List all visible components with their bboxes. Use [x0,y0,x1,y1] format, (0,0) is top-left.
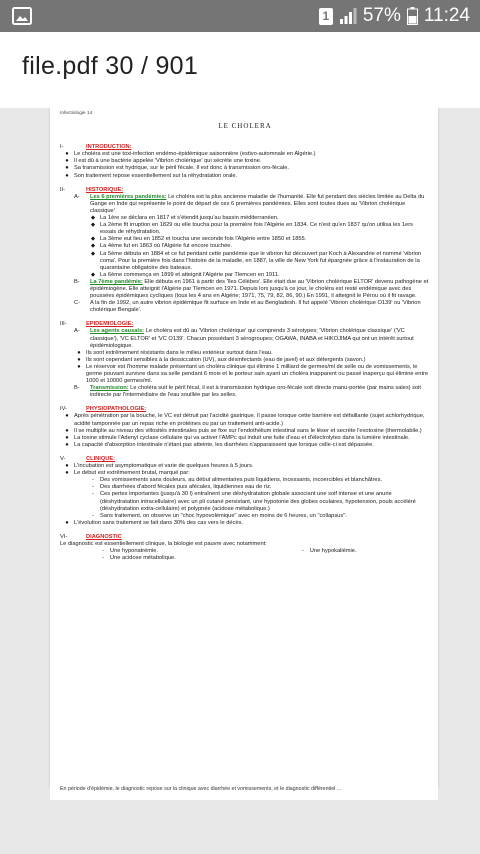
list-item: Après pénétration par la bouche, le VC est détruit par l'acidité gastrique. Il passe lorsque cette barrière est défaillante (sujet achlorhydrique, acidité tamponnée par un repas riche en protéines ou par un traitement anti-acide.) [74,413,425,427]
section-number: III- [60,321,67,328]
subsection-label: B- [74,385,80,392]
subsection-heading: La 7ème pandémie: [90,278,143,285]
list-item: La capacité d'absorption intestinale n'étant pas atteinte, les diarrhées n'apparaissent que lorsque celle-ci est dépassée. [74,441,374,448]
list-item: L'incubation est asymptomatique et varie de quelques heures à 5 jours. [74,463,254,470]
list-item: Le réservoir est l'homme malade présentant un choléra clinique qui élimine 1 milliard de germes/ml de selle ou de vomissements, le germe pouvant survivre dans sa selle pendant 6 mois et le porteur sain ayant un choléra inapparent ou passé inaperçu qui élimine entre 1000 et 10000 germes/ml. [86,363,429,385]
subsection-heading: Les agents causals: [90,328,145,335]
list-item: La 1ère se déclara en 1817 et s'étendit jusqu'au bassin méditerranéen. [100,215,279,222]
list-item: Une acidose métabolique. [110,555,176,562]
section-epidemiologie: III- EPIDEMIOLOGIE: A- Les agents causals: Le choléra est dû au 'Vibrion cholérique' qui comprends 3 sérotypes; 'Vibrion cholérique classique' ('VC classique'), 'VC ELTOR' et 'VC O139'. Chacun possédant 3 sérogroupes; OGAWA, INABA et HIKOJIMA qui ont un intérêt surtout épidémiologique. ● Ils sont extrêmement résistants dans le milieu extérieur surtout dans l'eau. ● Ils sont cependant sensibles à la dessiccation (UV), aux désinfectants (eau de javel) et aux détergents (savon.) ● Le réservoir est l'homme malade présentant un choléra clinique qui élimine 1 milliard de germes/ml de selle ou de vomissements, le germe pouvant survivre dans sa selle pendant 6 mois et le porteur sain ayant un choléra inapparent ou passé inaperçu qui élimine entre 1000 et 10000 germes/ml. B- Transmission: Le choléra suit le péril fécal, il est à transmission hydrique oro-fécale soit directe manu-portée (par mains sales) soit indirecte par l'intermédiaire de l'eau souillée par les selles. [60,321,429,399]
section-number: VI- [60,533,68,540]
running-header: Infectiologie 14 [60,111,93,116]
section-number: I- [60,144,64,151]
list-item: Des diarrhées d'abord fécales puis afécales, liquidiennes eau de riz. [100,484,272,491]
list-item: Le choléra est une toxi-infection endémo-épidémique saisonnière (estivo-automnale en Algérie.) [74,151,316,158]
paragraph: Le diagnostic est essentiellement clinique, la biologie est pauvre avec notamment: [60,540,267,547]
battery-icon [407,7,418,25]
subsection-heading: Transmission: [90,385,129,392]
list-item: Des vomissements sans douleurs, au début alimentaires puis liquidiens, incessants, incoercibles et blanchâtres. [100,477,382,484]
list-item: Le début est extrêmement brutal, marqué par: [74,470,190,477]
section-heading: INTRODUCTION: [86,144,132,151]
list-item: Une hyponatrémie. [110,548,159,555]
list-item: La toxine stimule l'Adenyl cyclase cellulaire qui va activer l'AMPc qui induit une fuite d'eau et d'électrolytes dans la lumière intestinale. [74,434,410,441]
section-heading: CLINIQUE: [86,455,116,462]
list-item: Ils sont cependant sensibles à la dessiccation (UV), aux désinfectants (eau de javel) et aux détergents (savon.) [86,356,366,363]
paragraph: Le choléra est dû au 'Vibrion cholérique' qui comprends 3 sérotypes; 'Vibrion cholérique classique' ('VC classique'), 'VC ELTOR' et 'VC O139'. Chacun possédant 3 sérogroupes; OGAWA, INABA et HIKOJIMA qui ont un intérêt surtout épidémiologique. [90,328,414,349]
subsection-label: A- [74,328,80,335]
list-item: Il est dû à une bactérie appelée 'Vibrion cholérique' qui sécrète une toxine. [74,158,262,165]
list-item: La 6ème commença en 1899 et atteignit l'Algérie par Tlemcen en 1911. [100,271,280,278]
app-bar [0,32,480,108]
list-item: La 5ème débuta en 1884 et ce fut pendant cette pandémie que le vibrion fut découvert par Koch à Alexandrie et nommé 'vibrion coma'. Pour la première fois dans l'histoire de la maladie, en 1887, la ville de New York fut épargnée grâce à l'instauration de la quarantaine obligatoire des bateaux. [100,250,422,271]
list-item: Ces pertes importantes (jusqu'à 30 l) entraînent une déshydratation globale associant une soif intense et une anurie (déshydratation intracellulaire) avec un pli cutané persistant, une hypotonie des globes oculaires, hypotension, pouls accéléré (déshydratation extra-cellulaire) et polypnée (acidose métabolique.) [100,491,416,512]
list-item: Son traitement repose essentiellement sur la réhydratation orale. [74,172,238,179]
sim-icon: 1 [319,8,333,25]
section-number: V- [60,455,66,462]
subsection-label: B- [74,278,80,285]
signal-icon [339,8,357,24]
section-number: II- [60,186,66,193]
clock: 11:24 [423,5,470,26]
next-page-text: En période d'épidémie, le diagnostic repose sur la clinique avec diarrhée et vomissements, et le diagnostic différentiel ... [60,786,342,792]
pdf-viewer[interactable] [0,108,480,854]
list-item: Ils sont extrêmement résistants dans le milieu extérieur surtout dans l'eau. [86,349,273,356]
pdf-next-page[interactable] [50,780,438,800]
page-title: LE CHOLERA [218,122,272,131]
paragraph: Le choléra est la plus ancienne maladie de l'humanité. Elle fut pendant des siècles limitée au Delta du Gange en Inde qui représente le point de départ de ces 6 premières pandémies. Elles sont toutes dues au 'Vibrion cholérique classique' [90,193,425,214]
list-item: La 4ème fut en 1863 où l'Algérie fut encore touchée. [100,243,232,250]
battery-percent: 57% [362,5,401,26]
subsection-label: A- [74,193,80,200]
list-item: La 2ème fit irruption en 1829 ou elle toucha pour la première fois l'Algérie en 1834. Ce n'est qu'en 1837 qu'on utilisa les 1ers essais de réhydratation. [100,222,413,236]
section-physiopathologie: IV- PHYSIOPATHOLOGIE: ● Après pénétration par la bouche, le VC est détruit par l'acidité gastrique. Il passe lorsque cette barrière est défaillante (sujet achlorhydrique, acidité tamponnée par un repas riche en protéines ou par un traitement anti-acide.) ● Il se multiplie au niveau des villosités intestinales puis se fixe sur l'endothélium intestinal sans le léser et secrète l'exotoxine (thermolabile.) ● La toxine stimule l'Adenyl cyclase cellulaire qui va activer l'AMPc qui induit une fuite d'eau et d'électrolytes dans la lumière intestinale. ● La capacité d'absorption intestinale n'étant pas atteinte, les diarrhées n'apparaissent que lorsque celle-ci est dépassée. [60,406,430,449]
section-heading: HISTORIQUE: [86,186,124,193]
list-item: L'évolution sans traitement se fait dans 30% des cas vers le décès. [74,519,243,526]
list-item: Sans traitement, on observe un "choc hypovolémique" avec en moins de 6 heures, un "collapsus". [100,512,347,519]
list-item: La 3ème eut lieu en 1852 et toucha une seconde fois l'Algérie entre 1850 et 1855. [100,236,307,243]
section-historique: II- HISTORIQUE: A- Les 6 premières pandémies: Le choléra est la plus ancienne maladie de l'humanité. Elle fut pendant des siècles limitée au Delta du Gange en Inde qui représente le point de départ de ces 6 premières pandémies. Elles sont toutes dues au 'Vibrion cholérique classique' ◆ La 1ère se déclara en 1817 et s'étendit jusqu'au bassin méditerranéen. ◆ La 2ème fit irruption en 1829 ou elle toucha pour la première fois l'Algérie en 1834. Ce n'est qu'en 1837 qu'on utilisa les 1ers essais de réhydratation. ◆ La 3ème eut lieu en 1852 et toucha une seconde fois l'Algérie entre 1850 et 1855. ◆ La 4ème fut en 1863 où l'Algérie fut encore touchée. ◆ La 5ème débuta en 1884 et ce fut pendant cette pandémie que le vibrion fut découvert par Koch à Alexandrie et nommé 'vibrion coma'. Pour la première fois dans l'histoire de la maladie, en 1887, la ville de New York fut épargnée grâce à l'instauration de la quarantaine obligatoire des bateaux. ◆ La 6ème commença en 1899 et atteignit l'Algérie par Tlemcen en 1911. B- La 7ème pandémie: Elle débuta en 1961 à partir des 'îles Célèbes'. Elle était due au 'Vibrion cholérique ELTOR' devenu pathogène et épidémiogène. Elle atteignit l'Algérie par Tlemcen en 1971. Depuis lors jusqu'à ce jour, le choléra est resté endémique avec des poussées épidémiques cycliques (tous les 4 ans en Algérie; 1971, 75, 79, 82, 86, 90.) En 1991, il atteignit le Pérou où il fit ravage. C- A la fin de 1992, un autre vibrion épidémique fit surface en Inde et au Bengladesh. Il fut appelé 'Vibrion cholérique O139' ou 'Vibrion cholérique Bengale'. [60,186,429,314]
list-item: Une hypokaliémie. [309,548,357,555]
paragraph: A la fin de 1992, un autre vibrion épidémique fit surface en Inde et au Bengladesh. Il fut appelé 'Vibrion cholérique O139' ou 'Vibrion cholérique Bengale'. [90,300,421,314]
section-clinique: V- CLINIQUE: ● L'incubation est asymptomatique et varie de quelques heures à 5 jours. ● Le début est extrêmement brutal, marqué par: - Des vomissements sans douleurs, au début alimentaires puis liquidiens, incessants, incoercibles et blanchâtres. - Des diarrhées d'abord fécales puis afécales, liquidiennes eau de riz. - Ces pertes importantes (jusqu'à 30 l) entraînent une déshydratation globale associant une soif intense et une anurie (déshydratation intracellulaire) avec un pli cutané persistant, une hypotonie des globes oculaires, hypotension, pouls accéléré (déshydratation extra-cellulaire) et polypnée (acidose métabolique.) - Sans traitement, on observe un "choc hypovolémique" avec en moins de 6 heures, un "collapsus". ● L'évolution sans traitement se fait dans 30% des cas vers le décès. [60,456,430,527]
list-item: Il se multiplie au niveau des villosités intestinales puis se fixe sur l'endothélium intestinal sans le léser et secrète l'exotoxine (thermolabile.) [74,427,422,434]
pdf-page[interactable] [50,108,438,788]
gallery-icon [12,7,32,25]
document-title: file.pdf 30 / 901 [22,52,199,80]
section-heading: DIAGNOSTIC [86,533,122,540]
subsection-label: C- [74,300,81,307]
section-diagnostic: VI- DIAGNOSTIC Le diagnostic est essentiellement clinique, la biologie est pauvre avec notamment: - Une hyponatrémie. - Une acidose métabolique. - Une hypokaliémie. [60,534,430,562]
section-number: IV- [60,406,67,413]
section-heading: EPIDEMIOLOGIE: [86,321,134,328]
section-introduction: I- INTRODUCTION: ● Le choléra est une toxi-infection endémo-épidémique saisonnière (estivo-automnale en Algérie.) ● Il est dû à une bactérie appelée 'Vibrion cholérique' qui sécrète une toxine. ● Sa transmission est hydrique, sur le péril fécale. Il est donc à transmission oro-fécale. ● Son traitement repose essentiellement sur la réhydratation orale. [60,144,316,179]
status-indicators [319,0,470,32]
paragraph: Le choléra suit le péril fécal, il est à transmission hydrique oro-fécale soit directe manu-portée (par mains sales) soit indirecte par l'intermédiaire de l'eau souillée par les selles. [90,385,421,399]
paragraph: Elle débuta en 1961 à partir des 'îles Célèbes'. Elle était due au 'Vibrion cholérique ELTOR' devenu pathogène et épidémiogène. Elle atteignit l'Algérie par Tlemcen en 1971. Depuis lors jusqu'à ce jour, le choléra est resté endémique avec des poussées épidémiques cycliques (tous les 4 ans en Algérie; 1971, 75, 79, 82, 86, 90.) En 1991, il atteignit le Pérou où il fit ravage. [90,278,429,300]
section-heading: PHYSIOPATHOLOGIE: [86,406,147,413]
status-bar [0,0,480,32]
subsection-heading: Les 6 premières pandémies: [90,193,167,200]
list-item: Sa transmission est hydrique, sur le péril fécale. Il est donc à transmission oro-fécale. [74,165,289,172]
